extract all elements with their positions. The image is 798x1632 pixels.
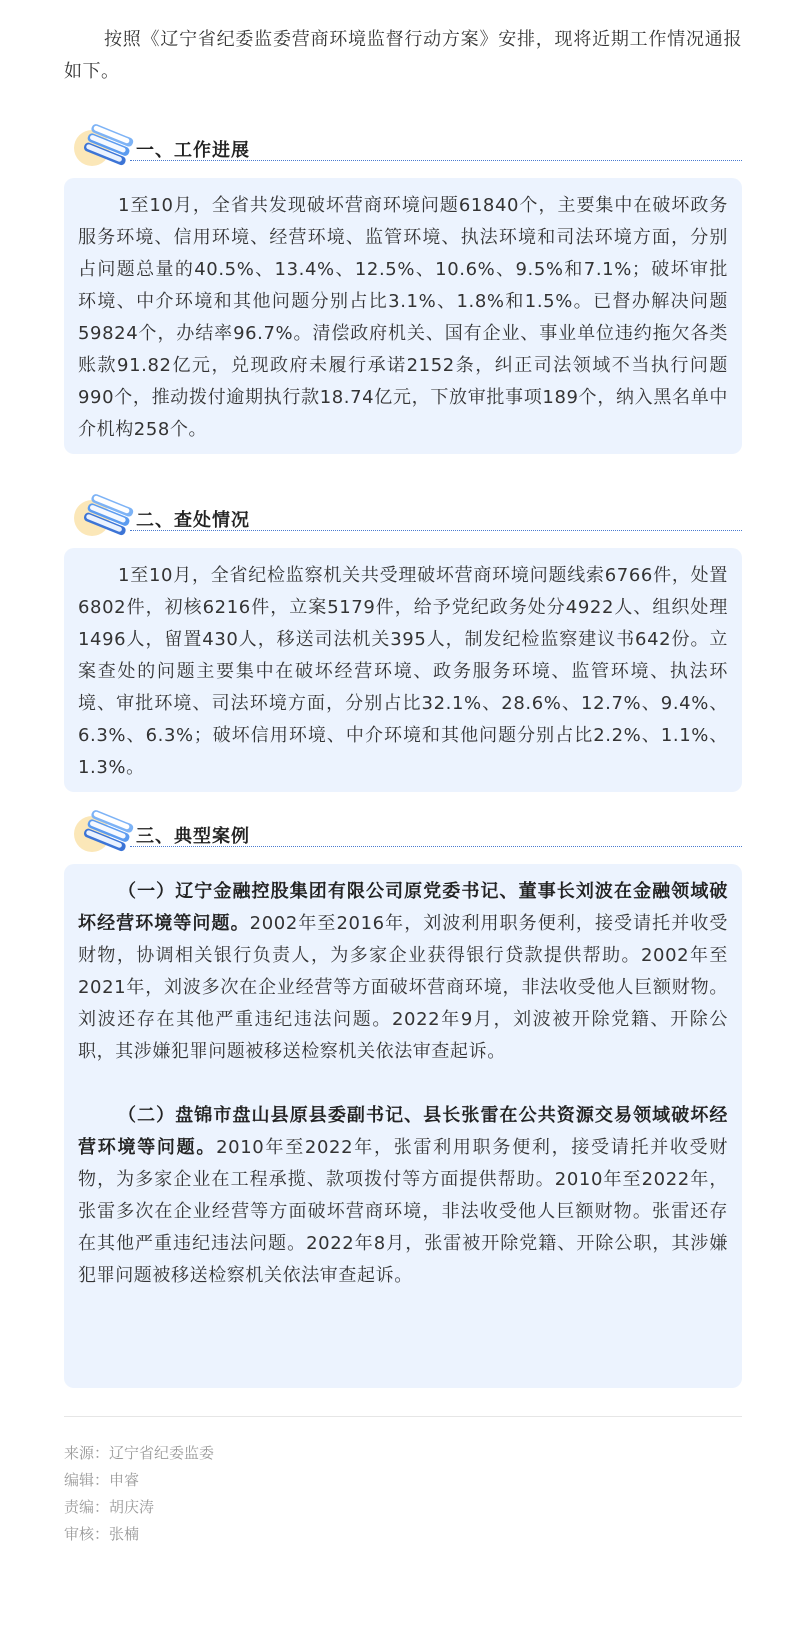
section-title: 三、典型案例 — [136, 826, 250, 847]
credit-source: 来源：辽宁省纪委监委 — [64, 1444, 215, 1462]
credit-editor: 编辑：申睿 — [64, 1471, 140, 1489]
intro-paragraph: 按照《辽宁省纪委监委营商环境监督行动方案》安排，现将近期工作情况通报如下。 — [64, 29, 742, 82]
section-title: 二、查处情况 — [136, 510, 250, 531]
footer-divider — [64, 1416, 742, 1417]
case-body: 2010年至2022年，张雷利用职务便利，接受请托并收受财物，为多家企业在工程承揽、款项拨付等方面提供帮助。2010年至2022年，张雷多次在企业经营等方面破坏营商环境，非法收受他人巨额财物。张雷还存在其他严重违纪违法问题。2022年8月，张雷被开除党籍、开除公职，其涉嫌犯罪问题被移送检察机关依法审查起诉。 — [78, 1137, 729, 1286]
case-paragraph — [78, 1100, 728, 1292]
credits — [64, 1440, 214, 1548]
dotted-divider — [130, 846, 742, 847]
case-body: 2002年至2016年，刘波利用职务便利，接受请托并收受财物，协调相关银行负责人，为多家企业获得银行贷款提供帮助。2002年至2021年，刘波多次在企业经营等方面破坏营商环境，非法收受他人巨额财物。刘波还存在其他严重违纪违法问题。2022年9月，刘波被开除党籍、开除公职，其涉嫌犯罪问题被移送检察机关依法审查起诉。 — [78, 913, 728, 1062]
section-box-progress — [64, 178, 742, 454]
dotted-divider — [130, 160, 742, 161]
section-paragraph: 1至10月，全省共发现破坏营商环境问题61840个，主要集中在破坏政务服务环境、信用环境、经营环境、监管环境、执法环境和司法环境方面，分别占问题总量的40.5%、13.4%、12.5%、10.6%、9.5%和7.1%；破坏审批环境、中介环境和其他问题分别占比3.1%、1.8%和1.5%。已督办解决问题59824个，办结率96.7%。清偿政府机关、国有企业、事业单位违约拖欠各类账款91.82亿元，兑现政府未履行承诺2152条，纠正司法领域不当执行问题990个，推动拨付逾期执行款18.74亿元，下放审批事项189个，纳入黑名单中介机构258个。 — [78, 195, 728, 440]
section-title: 一、工作进展 — [136, 140, 250, 161]
section-heading-investigation — [64, 494, 742, 542]
dotted-divider — [130, 530, 742, 531]
case-heading: （二）盘锦市盘山县原县委副书记、县长张雷在公共资源交易领域破坏经营环境等问题。 — [78, 1105, 728, 1158]
section-paragraph: 1至10月，全省纪检监察机关共受理破坏营商环境问题线索6766件，处置6802件，初核6216件，立案5179件，给予党纪政务处分4922人、组织处理1496人，留置430人，移送司法机关395人，制发纪检监察建议书642份。立案查处的问题主要集中在破坏经营环境、政务服务环境、监管环境、执法环境、审批环境、司法环境方面，分别占比32.1%、28.6%、12.7%、9.4%、6.3%、6.3%；破坏信用环境、中介环境和其他问题分别占比2.2%、1.1%、1.3%。 — [78, 565, 728, 778]
section-box-investigation — [64, 548, 742, 792]
section-heading-cases — [64, 810, 742, 858]
books-icon — [72, 494, 134, 538]
case-heading: （一）辽宁金融控股集团有限公司原党委书记、董事长刘波在金融领域破坏经营环境等问题。 — [78, 881, 728, 934]
section-box-cases — [64, 864, 742, 1388]
books-icon — [72, 810, 134, 854]
credit-chief-editor: 责编：胡庆涛 — [64, 1498, 155, 1516]
section-heading-progress — [64, 124, 742, 172]
credit-reviewer: 审核：张楠 — [64, 1525, 140, 1543]
case-paragraph — [78, 876, 728, 1068]
books-icon — [72, 124, 134, 168]
